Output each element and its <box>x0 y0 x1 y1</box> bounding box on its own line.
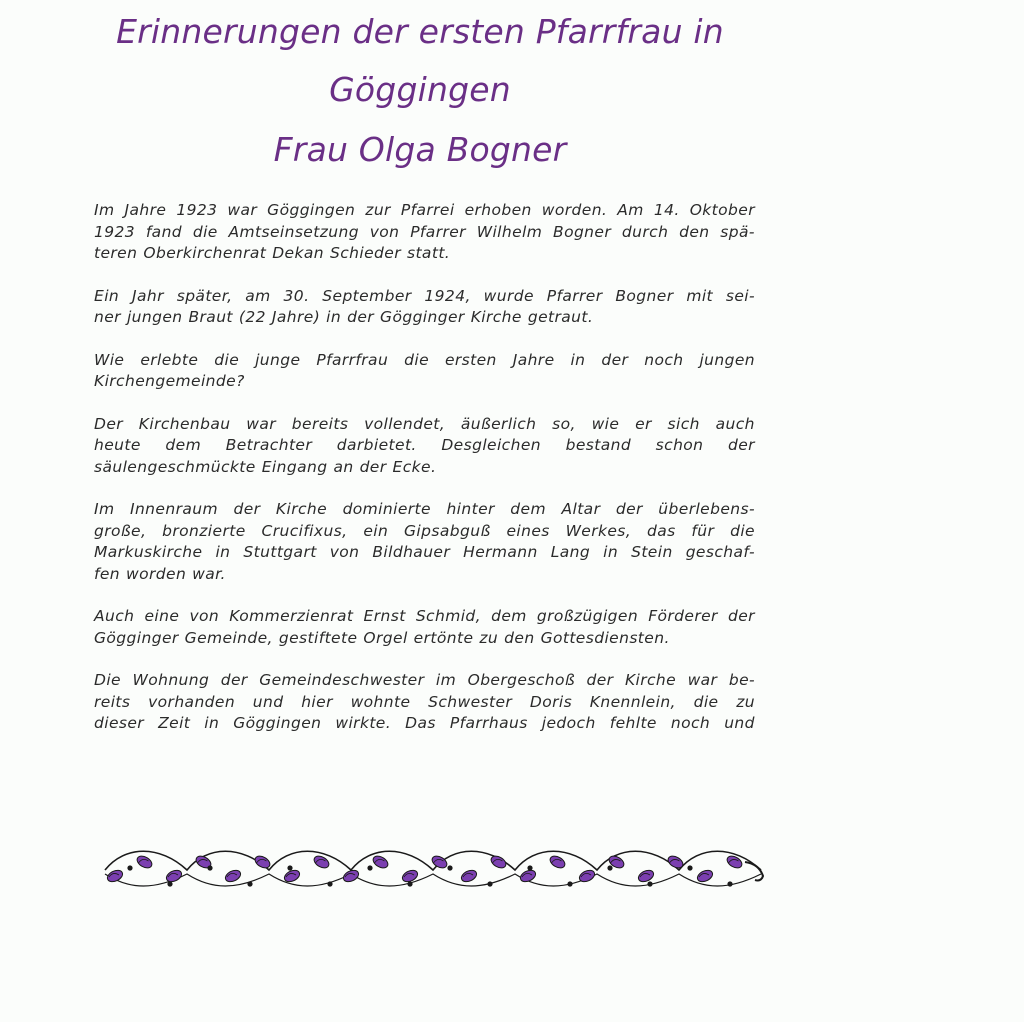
text-line: reits vorhanden und hier wohnte Schwester Doris Knennlein, die zu <box>94 692 755 711</box>
text-line: Markuskirche in Stuttgart von Bildhauer Hermann Lang in Stein geschaf- <box>94 543 755 561</box>
text-line: fen worden war. <box>94 564 226 583</box>
text-line: dieser Zeit in Göggingen wirkte. Das Pfarrhaus jedoch fehlte noch und <box>94 714 755 732</box>
text-line: Ein Jahr später, am 30. September 1924, wurde Pfarrer Bogner mit sei- <box>94 286 755 305</box>
ornament-leaf <box>371 854 390 871</box>
ornament-dot <box>167 881 172 886</box>
ornament-dot <box>367 865 372 870</box>
ornament-leaf <box>666 854 685 871</box>
text-line: große, bronzierte Crucifixus, ein Gipsabguß eines Werkes, das für die <box>94 521 755 540</box>
text-line: Gögginger Gemeinde, gestiftete Orgel ertönte zu den Gottesdiensten. <box>94 628 670 647</box>
ornament-dot <box>607 865 612 870</box>
text-line: säulengeschmückte Eingang an der Ecke. <box>94 457 437 476</box>
ornament-dot <box>407 881 412 886</box>
ornament-leaf <box>460 868 479 884</box>
ornament-dot <box>487 881 492 886</box>
paragraph <box>94 499 755 585</box>
paragraph <box>94 350 755 393</box>
text-line: ner jungen Braut (22 Jahre) in der Gögginger Kirche getraut. <box>94 308 594 326</box>
vine-stroke <box>105 874 761 886</box>
ornament-leaf <box>253 854 272 871</box>
ornament-dot <box>327 881 332 886</box>
paragraph <box>94 606 755 649</box>
paragraph <box>94 670 755 735</box>
text-line: Im Innenraum der Kirche dominierte hinter dem Altar der überlebens- <box>94 500 755 518</box>
floral-vine-border-icon <box>100 840 770 900</box>
title-line-3: Frau Olga Bogner <box>273 130 567 169</box>
text-line: Kirchengemeinde? <box>94 372 245 390</box>
ornament-leaf <box>519 868 538 884</box>
ornament-dot <box>727 881 732 886</box>
title-line-1: Erinnerungen der ersten Pfarrfrau in <box>116 12 724 51</box>
ornament-dot <box>127 865 132 870</box>
ornament-dot <box>287 865 292 870</box>
ornament-leaf <box>106 868 125 884</box>
ornament-dot <box>527 865 532 870</box>
ornament-dot <box>207 865 212 870</box>
ornament-leaf <box>489 854 508 871</box>
text-line: heute dem Betrachter darbietet. Desgleichen bestand schon der <box>94 436 755 454</box>
ornament-leaf <box>430 854 449 871</box>
ornament-leaf <box>548 854 567 871</box>
ornament-leaf <box>224 868 243 884</box>
title-line-2: Göggingen <box>329 70 511 109</box>
ornament-dot <box>447 865 452 870</box>
ornament-dot <box>647 881 652 886</box>
text-line: Wie erlebte die junge Pfarrfrau die ersten Jahre in der noch jungen <box>94 350 755 369</box>
paragraph <box>94 286 755 329</box>
text-line: Der Kirchenbau war bereits vollendet, äußerlich so, wie er sich auch <box>94 414 755 433</box>
text-line: teren Oberkirchenrat Dekan Schieder statt. <box>94 244 451 262</box>
ornament-leaf <box>342 868 361 884</box>
ornament-leaf <box>135 854 154 871</box>
text-line: 1923 fand die Amtseinsetzung von Pfarrer Wilhelm Bogner durch den spä- <box>94 222 755 241</box>
ornament-dot <box>567 881 572 886</box>
text-line: Im Jahre 1923 war Göggingen zur Pfarrei erhoben worden. Am 14. Oktober <box>94 201 755 219</box>
ornament-dot <box>247 881 252 886</box>
ornament-leaf <box>312 854 331 871</box>
paragraph <box>94 414 755 479</box>
article-body <box>94 200 755 756</box>
paragraph <box>94 200 755 265</box>
ornament-dot <box>687 865 692 870</box>
text-line: Auch eine von Kommerzienrat Ernst Schmid, dem großzügigen Förderer der <box>94 607 755 625</box>
ornament-leaf <box>696 868 715 884</box>
text-line: Die Wohnung der Gemeindeschwester im Obergeschoß der Kirche war be- <box>94 671 755 689</box>
ornament-leaf <box>637 868 656 884</box>
